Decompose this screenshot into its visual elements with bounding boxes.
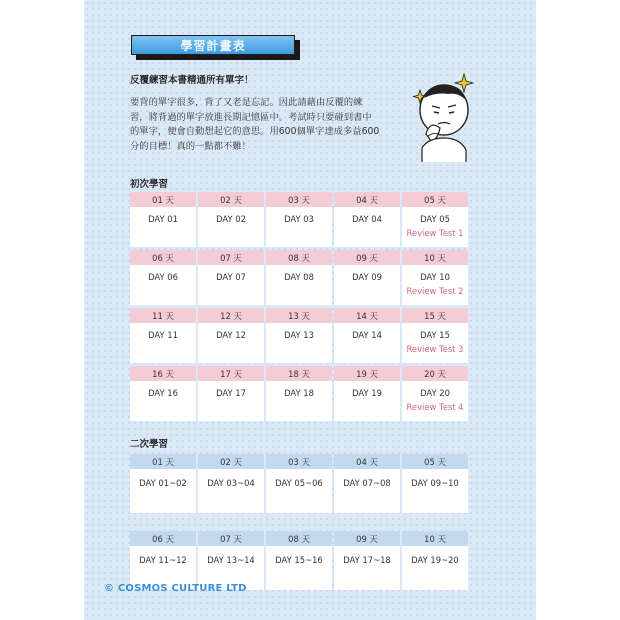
day-label: DAY 17	[216, 388, 246, 398]
day-cell	[334, 207, 400, 247]
intro-line: 要背的單字很多，背了又老是忘記。因此請藉由反覆的練	[130, 97, 363, 108]
day-header: 03 天	[266, 454, 332, 469]
day-cell	[198, 469, 264, 513]
day-header: 18 天	[266, 366, 332, 381]
day-cell	[130, 381, 196, 421]
day-label: DAY 06	[148, 272, 178, 282]
day-label: DAY 15	[420, 330, 450, 340]
day-header: 09 天	[334, 250, 400, 265]
intro-line: 的單字，便會自動想起它的意思。用600個單字達成多益600	[130, 126, 380, 137]
review-test-label: Review Test 3	[406, 344, 464, 354]
day-header: 06 天	[130, 250, 196, 265]
day-label: DAY 07~08	[343, 478, 391, 488]
day-label: DAY 09~10	[411, 478, 459, 488]
day-label: DAY 15~16	[275, 555, 323, 565]
day-cell	[334, 469, 400, 513]
subheading: 反覆練習本書精通所有單字！	[130, 75, 254, 86]
day-header: 08 天	[266, 250, 332, 265]
day-label: DAY 13	[284, 330, 314, 340]
day-cell	[266, 546, 332, 590]
title-box	[131, 35, 295, 55]
day-header: 10 天	[402, 531, 468, 546]
day-header: 17 天	[198, 366, 264, 381]
day-header: 01 天	[130, 454, 196, 469]
day-header: 02 天	[198, 192, 264, 207]
day-header: 04 天	[334, 454, 400, 469]
day-label: DAY 20	[420, 388, 450, 398]
day-label: DAY 08	[284, 272, 314, 282]
intro-paragraph	[130, 96, 406, 154]
day-cell	[130, 323, 196, 363]
day-label: DAY 14	[352, 330, 382, 340]
section2-title: 二次學習	[130, 439, 169, 450]
day-label: DAY 03	[284, 214, 314, 224]
review-test-label: Review Test 2	[406, 286, 464, 296]
day-label: DAY 13~14	[207, 555, 255, 565]
day-label: DAY 07	[216, 272, 246, 282]
day-header: 06 天	[130, 531, 196, 546]
day-header: 19 天	[334, 366, 400, 381]
day-label: DAY 17~18	[343, 555, 391, 565]
day-header: 05 天	[402, 454, 468, 469]
day-cell	[130, 469, 196, 513]
day-label: DAY 11	[148, 330, 178, 340]
day-cell	[402, 381, 468, 421]
day-label: DAY 02	[216, 214, 246, 224]
day-header: 07 天	[198, 531, 264, 546]
day-header: 11 天	[130, 308, 196, 323]
day-header: 02 天	[198, 454, 264, 469]
day-header: 09 天	[334, 531, 400, 546]
day-cell	[266, 265, 332, 305]
day-cell	[402, 207, 468, 247]
review-test-label: Review Test 1	[406, 228, 464, 238]
day-header: 08 天	[266, 531, 332, 546]
day-label: DAY 01~02	[139, 478, 187, 488]
day-label: DAY 12	[216, 330, 246, 340]
day-cell	[402, 469, 468, 513]
day-cell	[130, 265, 196, 305]
day-header: 15 天	[402, 308, 468, 323]
day-header: 16 天	[130, 366, 196, 381]
day-cell	[334, 323, 400, 363]
day-label: DAY 10	[420, 272, 450, 282]
day-label: DAY 16	[148, 388, 178, 398]
day-header: 04 天	[334, 192, 400, 207]
day-cell	[402, 323, 468, 363]
day-label: DAY 09	[352, 272, 382, 282]
day-cell	[198, 323, 264, 363]
day-label: DAY 03~04	[207, 478, 255, 488]
day-label: DAY 11~12	[139, 555, 187, 565]
page-title: 學習計畫表	[180, 38, 246, 53]
day-cell	[198, 207, 264, 247]
day-cell	[198, 381, 264, 421]
day-header: 01 天	[130, 192, 196, 207]
day-cell	[266, 381, 332, 421]
day-cell	[266, 323, 332, 363]
day-label: DAY 01	[148, 214, 178, 224]
day-cell	[334, 265, 400, 305]
copyright-text: © COSMOS CULTURE LTD	[104, 583, 247, 594]
review-test-label: Review Test 4	[406, 402, 464, 412]
intro-line: 習，將背過的單字放進長期記憶區中。考試時只要碰到書中	[130, 111, 372, 123]
day-label: DAY 19~20	[411, 555, 459, 565]
day-label: DAY 19	[352, 388, 382, 398]
day-label: DAY 18	[284, 388, 314, 398]
second-study-table	[130, 454, 468, 590]
day-cell	[266, 207, 332, 247]
day-header: 03 天	[266, 192, 332, 207]
day-cell	[198, 265, 264, 305]
day-cell	[130, 207, 196, 247]
day-label: DAY 05~06	[275, 478, 323, 488]
day-label: DAY 04	[352, 214, 382, 224]
day-header: 10 天	[402, 250, 468, 265]
day-cell	[266, 469, 332, 513]
first-study-table	[130, 192, 468, 424]
day-cell	[334, 546, 400, 590]
day-cell	[402, 546, 468, 590]
day-header: 12 天	[198, 308, 264, 323]
day-label: DAY 05	[420, 214, 450, 224]
section1-title: 初次學習	[130, 179, 169, 190]
thinking-face-icon	[408, 72, 480, 162]
day-header: 20 天	[402, 366, 468, 381]
day-cell	[402, 265, 468, 305]
intro-line: 分的目標！真的一點都不難！	[130, 140, 251, 152]
day-header: 13 天	[266, 308, 332, 323]
day-cell	[334, 381, 400, 421]
day-header: 07 天	[198, 250, 264, 265]
day-header: 14 天	[334, 308, 400, 323]
day-header: 05 天	[402, 192, 468, 207]
